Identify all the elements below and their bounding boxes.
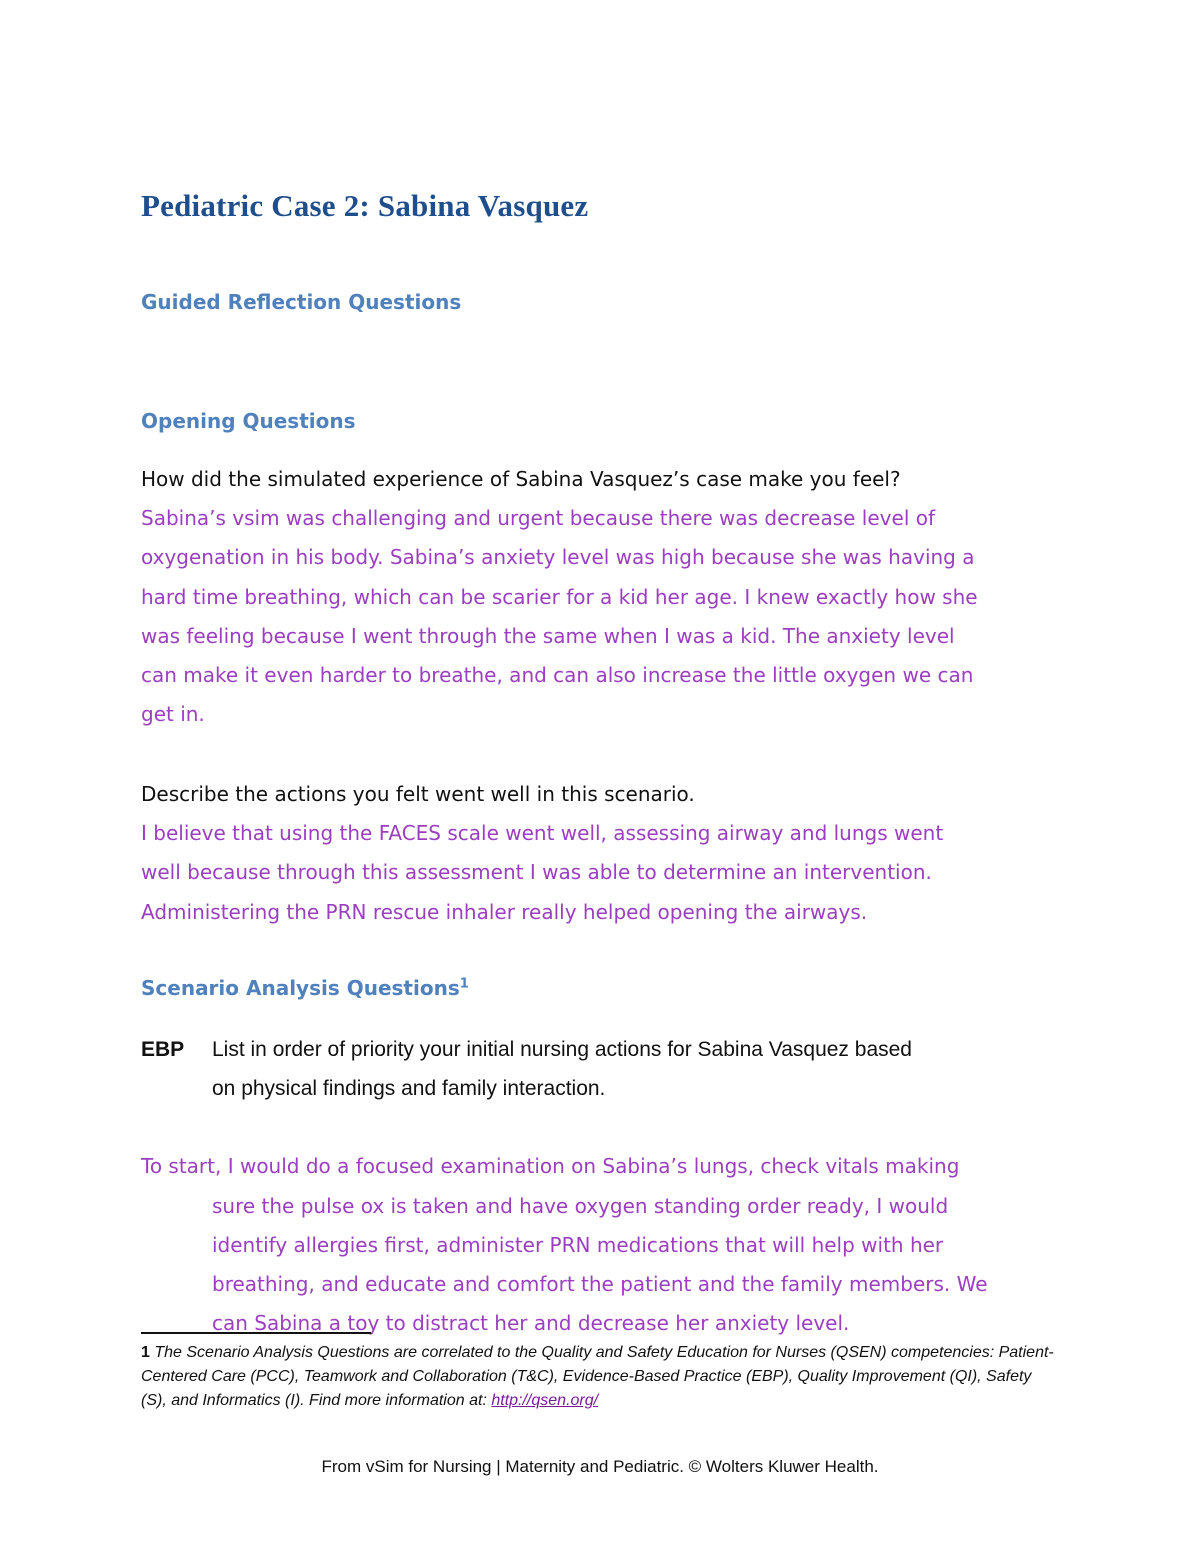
footnote-number: 1	[141, 1344, 150, 1361]
answer-3-continued: sure the pulse ox is taken and have oxygen standing order ready, I would identify allergies first, administer PRN medications that will help with her breathing, and educate and comfort the patient and the family members. We can Sabina a toy to distract her and decrease her anxiety level.	[212, 1193, 988, 1336]
question-1: How did the simulated experience of Sabina Vasquez’s case make you feel?	[141, 467, 901, 491]
question-2: Describe the actions you felt went well in this scenario.	[141, 782, 695, 806]
answer-2: I believe that using the FACES scale went well, assessing airway and lungs went well because through this assessment I was able to determine an intervention. Administering the PRN rescue inhaler really helped opening the airways.	[141, 821, 944, 924]
ebp-tag: EBP	[141, 1038, 185, 1061]
qsen-link[interactable]: http://qsen.org/	[491, 1392, 599, 1409]
page-title: Pediatric Case 2: Sabina Vasquez	[141, 188, 589, 223]
page-footer: From vSim for Nursing | Maternity and Pediatric. © Wolters Kluwer Health.	[321, 1457, 879, 1476]
opening-questions-heading: Opening Questions	[141, 409, 356, 433]
scenario-heading-text: Scenario Analysis Questions	[141, 976, 460, 1000]
footnote	[141, 1341, 1061, 1413]
answer-3-first-line: To start, I would do a focused examination on Sabina’s lungs, check vitals making	[141, 1154, 960, 1179]
footnote-ref: 1	[459, 976, 469, 992]
subtitle-heading: Guided Reflection Questions	[141, 290, 462, 314]
scenario-analysis-heading	[141, 976, 469, 1000]
ebp-question: List in order of priority your initial nursing actions for Sabina Vasquez based on physical findings and family interaction.	[212, 1038, 912, 1101]
answer-1: Sabina’s vsim was challenging and urgent because there was decrease level of oxygenation in his body. Sabina’s anxiety level was high because she was having a hard time breathing, which can be scarier for a kid her age. I knew exactly how she was feeling because I went through the same when I was a kid. The anxiety level can make it even harder to breathe, and can also increase the little oxygen we can get in.	[141, 506, 978, 727]
footnote-divider	[141, 1332, 371, 1334]
footnote-text: The Scenario Analysis Questions are correlated to the Quality and Safety Education for Nurses (QSEN) competencies: Patient-Centered Care (PCC), Teamwork and Collaboration (T&C), Evidence-Based Practice (EBP), Quality Improvement (QI), Safety (S), and Informatics (I). Find more information at:	[141, 1344, 1054, 1409]
